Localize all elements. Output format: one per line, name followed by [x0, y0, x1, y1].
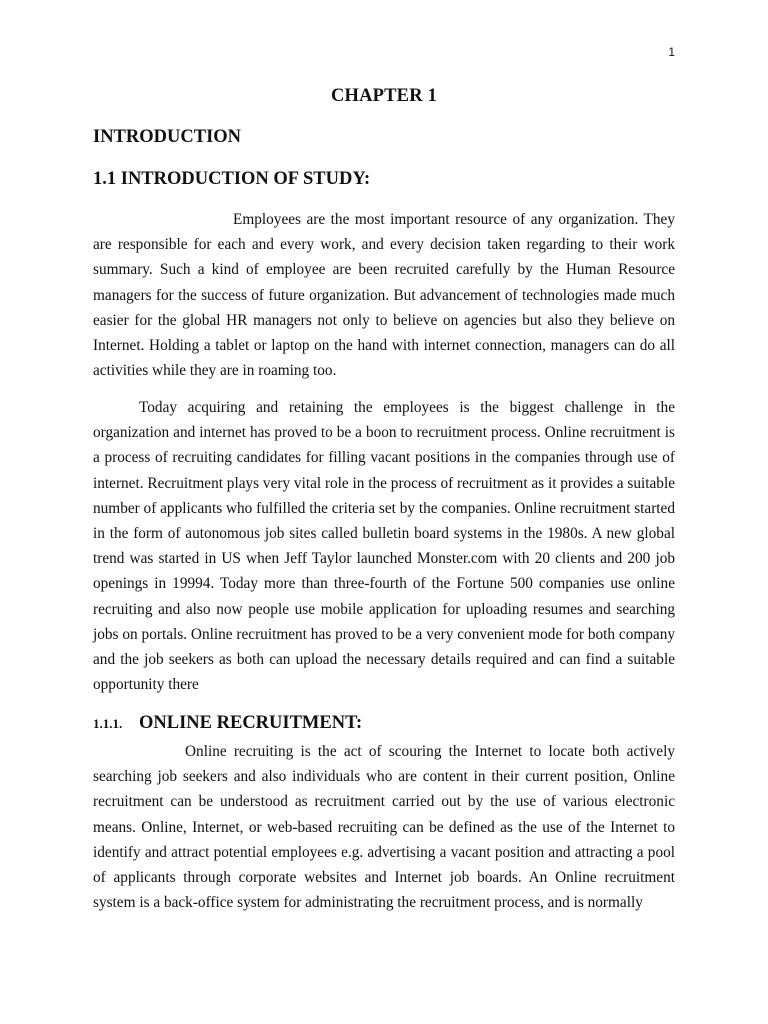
sub-subsection-heading	[93, 713, 362, 734]
sub-subsection-title: ONLINE RECRUITMENT:	[139, 713, 363, 733]
page-number: 1	[668, 45, 675, 59]
section-heading: INTRODUCTION	[93, 127, 242, 147]
paragraph-introduction: Employees are the most important resource of any organization. They are responsible for each and every work, and every decision taken regarding to their work summary. Such a kind of employee are been recruited carefully by the Human Resource managers for the success of future organization. But advancement of technologies made much easier for the global HR managers not only to believe on agencies but also they believe on Internet. Holding a tablet or laptop on the hand with internet connection, managers can do all activities while they are in roaming too.	[93, 211, 675, 380]
sub-subsection-number: 1.1.1.	[93, 716, 123, 731]
paragraph-acquiring-employees: Today acquiring and retaining the employees is the biggest challenge in the organization and internet has proved to be a boon to recruitment process. Online recruitment is a process of recruiting candidates for filling vacant positions in the companies through use of internet. Recruitment plays very vital role in the process of recruitment as it provides a suitable number of applicants who fulfilled the criteria set by the companies. Online recruitment started in the form of autonomous job sites called bulletin board systems in the 1980s. A new global trend was started in US when Jeff Taylor launched Monster.com with 20 clients and 200 job openings in 19994. Today more than three-fourth of the Fortune 500 companies use online recruiting and also now people use mobile application for uploading resumes and searching jobs on portals. Online recruitment has proved to be a very convenient mode for both company and the job seekers as both can upload the necessary details required and can find a suitable opportunity there	[93, 399, 675, 694]
chapter-heading: CHAPTER 1	[330, 86, 438, 106]
paragraph-online-recruiting: Online recruiting is the act of scouring the Internet to locate both actively searching job seekers and also individuals who are content in their current position, Online recruitment can be understood as recruitment carried out by the use of various electronic means. Online, Internet, or web-based recruiting can be defined as the use of the Internet to identify and attract potential employees e.g. advertising a vacant position and attracting a pool of applicants through corporate websites and Internet job boards. An Online recruitment system is a back-office system for administrating the recruitment process, and is normally	[93, 743, 675, 912]
subsection-heading: 1.1 INTRODUCTION OF STUDY:	[93, 169, 371, 189]
